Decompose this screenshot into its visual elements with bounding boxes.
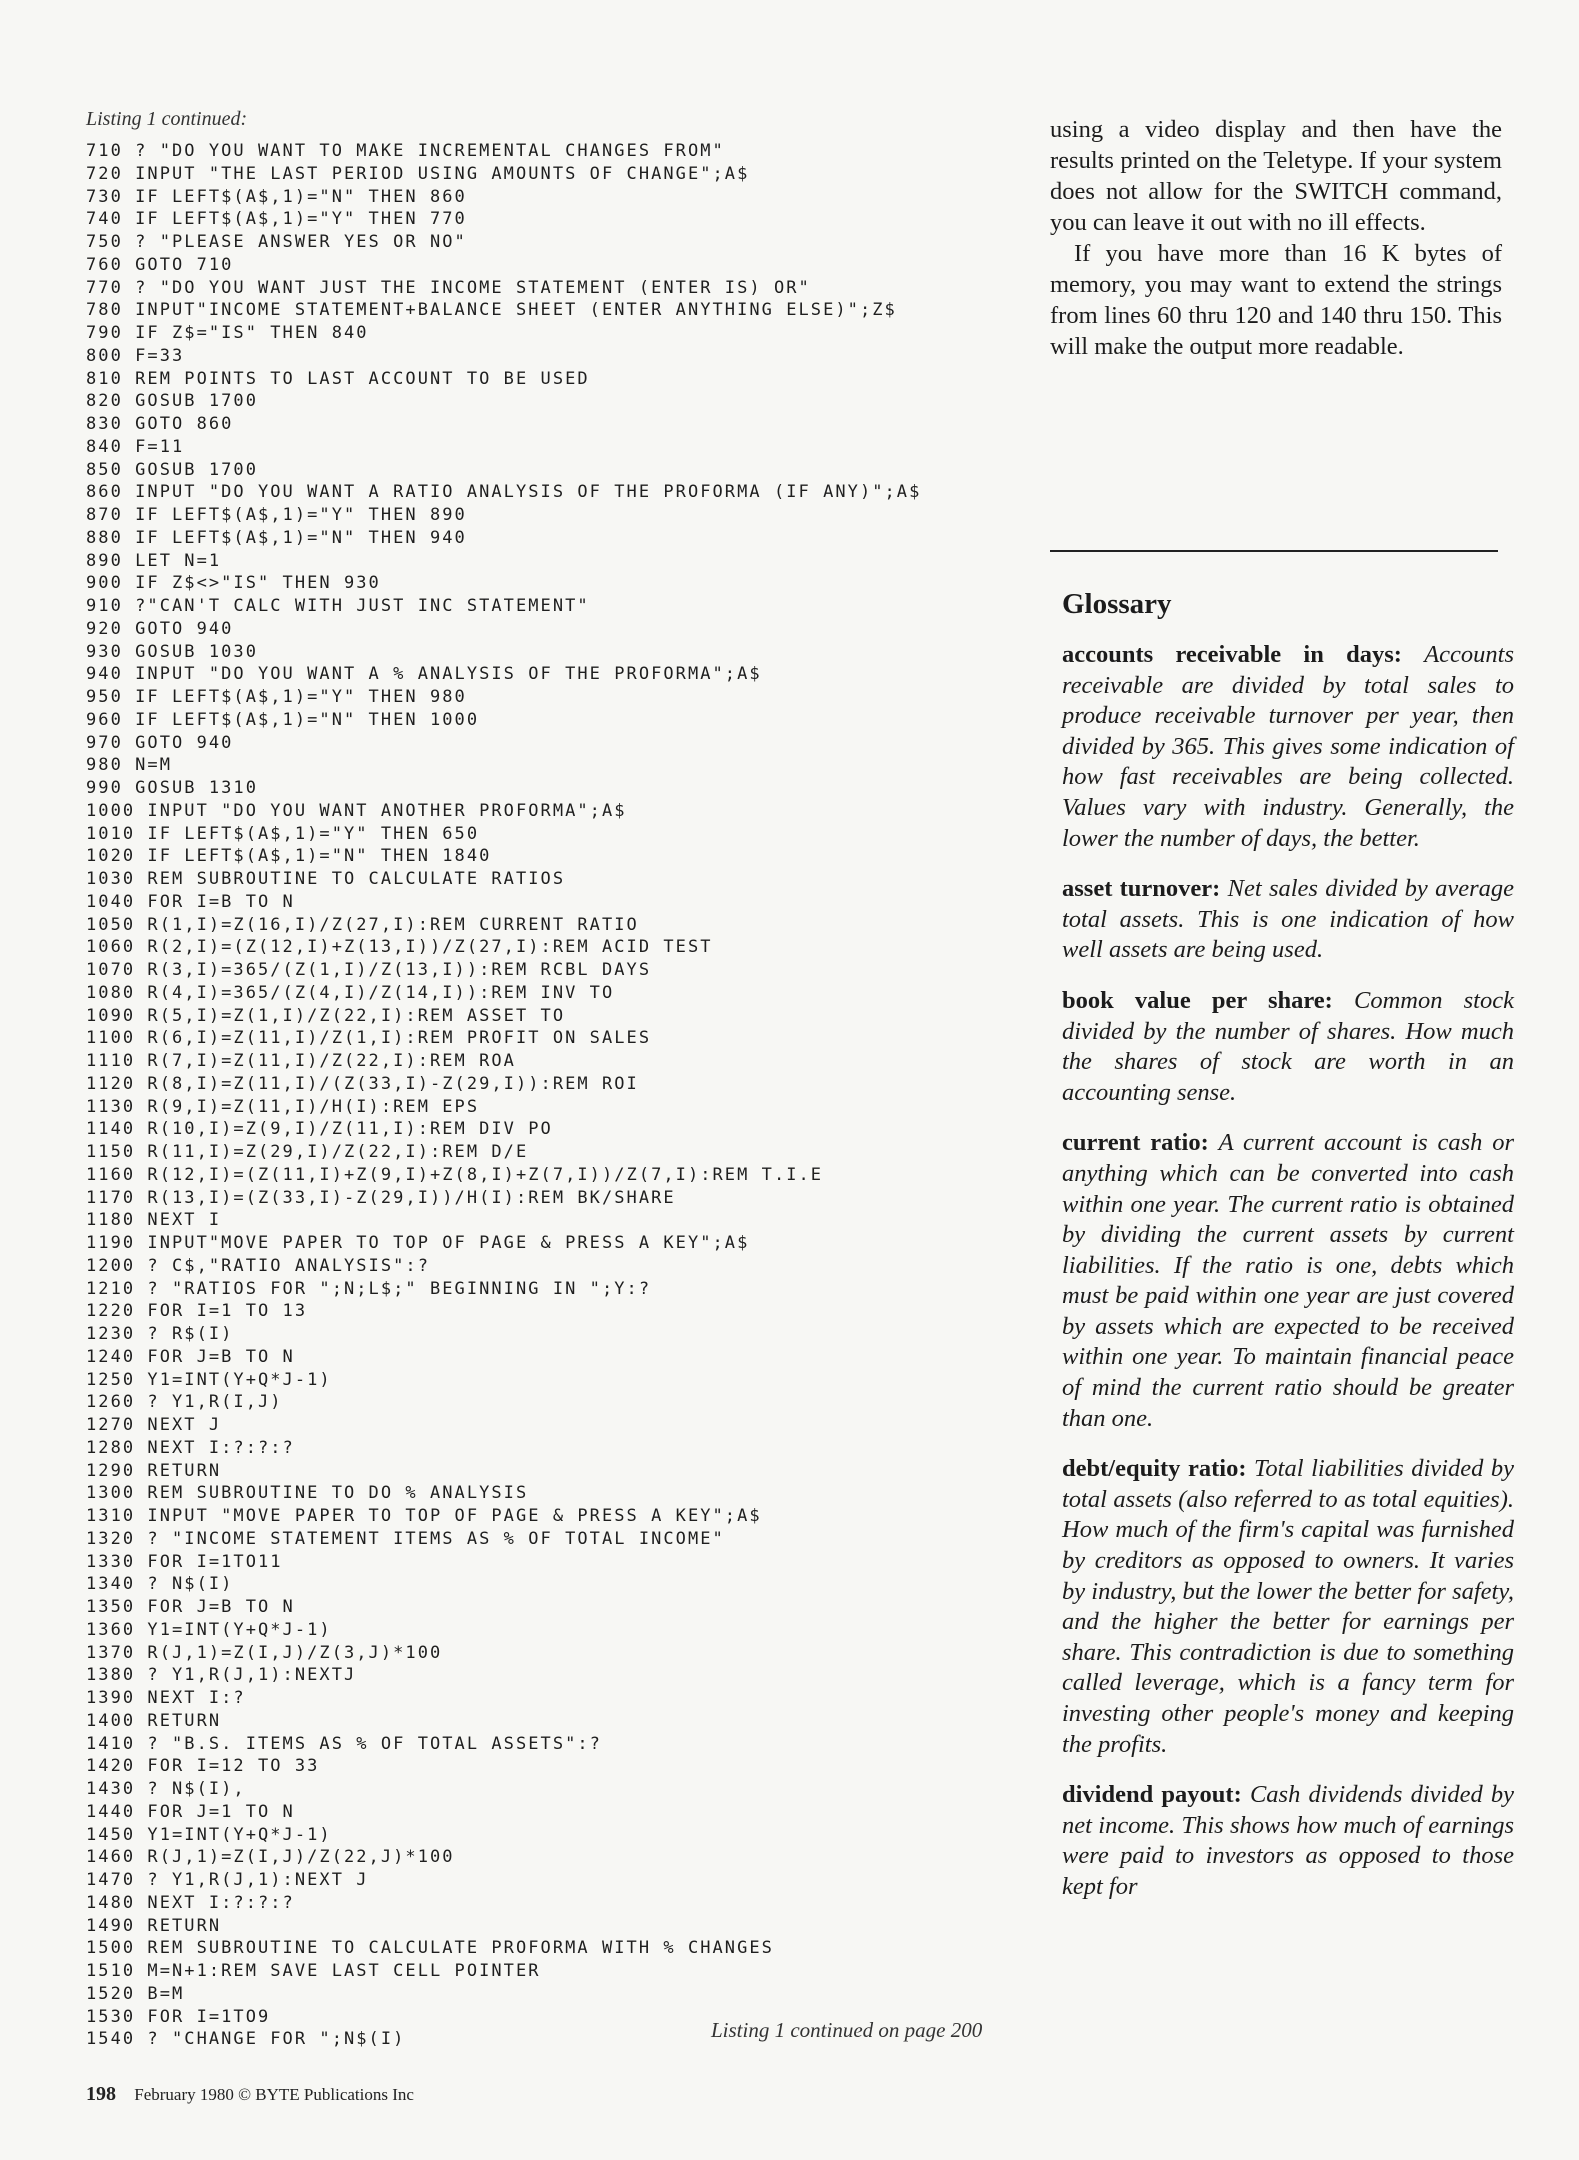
code-line: 1330 FOR I=1TO11 bbox=[86, 1551, 283, 1572]
code-line: 840 F=11 bbox=[86, 436, 185, 457]
code-line: 1100 R(6,I)=Z(11,I)/Z(1,I):REM PROFIT ON SALES bbox=[86, 1028, 652, 1049]
glossary-title: Glossary bbox=[1062, 588, 1172, 620]
code-line: 730 IF LEFT$(A$,1)="N" THEN 860 bbox=[86, 186, 467, 207]
glossary-entry bbox=[1062, 874, 1514, 966]
listing-continued-note: Listing 1 continued on page 200 bbox=[711, 2018, 983, 2042]
code-line: 850 GOSUB 1700 bbox=[86, 459, 258, 480]
issue-line: February 1980 © BYTE Publications Inc bbox=[134, 2085, 414, 2104]
glossary-definition: Accounts receivable are divided by total sales to produce receivable turnover per year, then divided by 365. This gives some indication of how fast receivables are being collected. Values vary with industry. Generally, the lower the number of days, the better. bbox=[1062, 641, 1514, 852]
glossary-term: asset turnover: bbox=[1062, 875, 1221, 903]
code-line: 1150 R(11,I)=Z(29,I)/Z(22,I):REM D/E bbox=[86, 1142, 529, 1162]
code-line: 780 INPUT"INCOME STATEMENT+BALANCE SHEET (ENTER ANYTHING ELSE)";Z$ bbox=[86, 300, 897, 321]
code-line: 1430 ? N$(I), bbox=[86, 1779, 246, 1799]
code-line: 890 LET N=1 bbox=[86, 550, 222, 571]
code-line: 800 F=33 bbox=[86, 345, 185, 366]
glossary-term: accounts receivable in days: bbox=[1062, 641, 1402, 668]
code-line: 1280 NEXT I:?:?:? bbox=[86, 1437, 295, 1458]
code-line: 990 GOSUB 1310 bbox=[86, 778, 258, 798]
glossary-definition: Net sales divided by average total assets. This is one indication of how well assets are being used. bbox=[1062, 875, 1514, 964]
code-line: 1050 R(1,I)=Z(16,I)/Z(27,I):REM CURRENT RATIO bbox=[86, 914, 639, 935]
glossary-entry bbox=[1062, 986, 1514, 1108]
code-line: 1180 NEXT I bbox=[86, 1210, 222, 1231]
code-line: 920 GOTO 940 bbox=[86, 618, 234, 639]
code-line: 860 INPUT "DO YOU WANT A RATIO ANALYSIS OF THE PROFORMA (IF ANY)";A$ bbox=[86, 482, 922, 503]
code-line: 950 IF LEFT$(A$,1)="Y" THEN 980 bbox=[86, 687, 467, 707]
code-line: 720 INPUT "THE LAST PERIOD USING AMOUNTS OF CHANGE";A$ bbox=[86, 163, 750, 184]
code-line: 1000 INPUT "DO YOU WANT ANOTHER PROFORMA";A$ bbox=[86, 800, 627, 821]
code-line: 1220 FOR I=1 TO 13 bbox=[86, 1301, 308, 1322]
glossary-term: dividend payout: bbox=[1062, 1781, 1242, 1809]
code-line: 960 IF LEFT$(A$,1)="N" THEN 1000 bbox=[86, 709, 480, 730]
code-line: 870 IF LEFT$(A$,1)="Y" THEN 890 bbox=[86, 505, 467, 525]
code-line: 1130 R(9,I)=Z(11,I)/H(I):REM EPS bbox=[86, 1096, 480, 1117]
glossary-entry bbox=[1062, 1128, 1514, 1434]
code-line: 980 N=M bbox=[86, 755, 172, 776]
code-line: 1470 ? Y1,R(J,1):NEXT J bbox=[86, 1870, 369, 1890]
code-line: 1270 NEXT J bbox=[86, 1415, 222, 1435]
code-line: 830 GOTO 860 bbox=[86, 414, 234, 434]
code-line: 1200 ? C$,"RATIO ANALYSIS":? bbox=[86, 1255, 430, 1276]
code-line: 1040 FOR I=B TO N bbox=[86, 891, 295, 912]
code-listing bbox=[86, 140, 1046, 2051]
code-line: 1450 Y1=INT(Y+Q*J-1) bbox=[86, 1824, 332, 1845]
code-line: 1360 Y1=INT(Y+Q*J-1) bbox=[86, 1619, 332, 1640]
glossary-term: debt/equity ratio: bbox=[1062, 1455, 1247, 1483]
code-line: 1510 M=N+1:REM SAVE LAST CELL POINTER bbox=[86, 1961, 541, 1981]
code-line: 810 REM POINTS TO LAST ACCOUNT TO BE USED bbox=[86, 368, 590, 389]
code-line: 790 IF Z$="IS" THEN 840 bbox=[86, 323, 369, 343]
code-line: 820 GOSUB 1700 bbox=[86, 391, 258, 412]
code-line: 1440 FOR J=1 TO N bbox=[86, 1801, 295, 1822]
code-line: 1210 ? "RATIOS FOR ";N;L$;" BEGINNING IN ";Y:? bbox=[86, 1278, 652, 1299]
code-line: 740 IF LEFT$(A$,1)="Y" THEN 770 bbox=[86, 209, 467, 230]
code-line: 1090 R(5,I)=Z(1,I)/Z(22,I):REM ASSET TO bbox=[86, 1005, 566, 1026]
code-line: 1120 R(8,I)=Z(11,I)/(Z(33,I)-Z(29,I)):REM ROI bbox=[86, 1073, 639, 1094]
code-line: 1260 ? Y1,R(I,J) bbox=[86, 1392, 283, 1413]
code-line: 1010 IF LEFT$(A$,1)="Y" THEN 650 bbox=[86, 823, 480, 844]
code-line: 1060 R(2,I)=(Z(12,I)+Z(13,I))/Z(27,I):REM ACID TEST bbox=[86, 937, 713, 958]
code-line: 1500 REM SUBROUTINE TO CALCULATE PROFORMA WITH % CHANGES bbox=[86, 1938, 774, 1959]
glossary-entry bbox=[1062, 640, 1514, 854]
code-line: 1290 RETURN bbox=[86, 1460, 222, 1481]
glossary-entry bbox=[1062, 1780, 1514, 1902]
code-line: 1350 FOR J=B TO N bbox=[86, 1597, 295, 1617]
code-line: 750 ? "PLEASE ANSWER YES OR NO" bbox=[86, 232, 467, 252]
code-line: 710 ? "DO YOU WANT TO MAKE INCREMENTAL CHANGES FROM" bbox=[86, 141, 725, 161]
code-line: 900 IF Z$<>"IS" THEN 930 bbox=[86, 573, 381, 594]
code-line: 880 IF LEFT$(A$,1)="N" THEN 940 bbox=[86, 527, 467, 548]
code-line: 1110 R(7,I)=Z(11,I)/Z(22,I):REM ROA bbox=[86, 1051, 516, 1071]
code-line: 1190 INPUT"MOVE PAPER TO TOP OF PAGE & PRESS A KEY";A$ bbox=[86, 1233, 750, 1253]
code-line: 1160 R(12,I)=(Z(11,I)+Z(9,I)+Z(8,I)+Z(7,I))/Z(7,I):REM T.I.E bbox=[86, 1164, 824, 1185]
code-line: 1300 REM SUBROUTINE TO DO % ANALYSIS bbox=[86, 1483, 529, 1504]
code-line: 1230 ? R$(I) bbox=[86, 1324, 234, 1344]
body-paragraph: If you have more than 16 K bytes of memory, you may want to extend the strings from lines 60 thru 120 and 140 thru 150. This will make the output more readable. bbox=[1050, 240, 1502, 360]
code-line: 1030 REM SUBROUTINE TO CALCULATE RATIOS bbox=[86, 869, 566, 889]
code-line: 770 ? "DO YOU WANT JUST THE INCOME STATEMENT (ENTER IS) OR" bbox=[86, 277, 811, 298]
glossary-entry bbox=[1062, 1454, 1514, 1760]
listing-caption: Listing 1 continued: bbox=[86, 108, 248, 130]
code-line: 1250 Y1=INT(Y+Q*J-1) bbox=[86, 1369, 332, 1390]
code-line: 1170 R(13,I)=(Z(33,I)-Z(29,I))/H(I):REM BK/SHARE bbox=[86, 1187, 676, 1208]
code-line: 1240 FOR J=B TO N bbox=[86, 1346, 295, 1367]
glossary-term: book value per share: bbox=[1062, 986, 1333, 1014]
code-line: 1460 R(J,1)=Z(I,J)/Z(22,J)*100 bbox=[86, 1847, 455, 1868]
code-line: 1310 INPUT "MOVE PAPER TO TOP OF PAGE & PRESS A KEY";A$ bbox=[86, 1506, 762, 1526]
code-line: 940 INPUT "DO YOU WANT A % ANALYSIS OF THE PROFORMA";A$ bbox=[86, 664, 762, 685]
code-line: 1080 R(4,I)=365/(Z(4,I)/Z(14,I)):REM INV TO bbox=[86, 982, 615, 1003]
glossary-definition: Cash dividends divided by net income. This shows how much of earnings were paid to investors as opposed to those kept for bbox=[1062, 1781, 1514, 1900]
code-line: 1400 RETURN bbox=[86, 1710, 222, 1731]
code-line: 1420 FOR I=12 TO 33 bbox=[86, 1756, 320, 1777]
code-line: 1140 R(10,I)=Z(9,I)/Z(11,I):REM DIV PO bbox=[86, 1119, 553, 1140]
code-line: 970 GOTO 940 bbox=[86, 732, 234, 753]
article-body bbox=[1050, 114, 1502, 362]
glossary-term: current ratio: bbox=[1062, 1129, 1209, 1157]
code-line: 1490 RETURN bbox=[86, 1915, 222, 1936]
code-line: 1320 ? "INCOME STATEMENT ITEMS AS % OF TOTAL INCOME" bbox=[86, 1528, 725, 1549]
code-line: 1370 R(J,1)=Z(I,J)/Z(3,J)*100 bbox=[86, 1642, 443, 1663]
page-number: 198 bbox=[86, 2083, 116, 2105]
glossary-definition: Common stock divided by the number of shares. How much the shares of stock are worth in an accounting sense. bbox=[1062, 986, 1514, 1106]
code-line: 760 GOTO 710 bbox=[86, 254, 234, 275]
code-line: 1020 IF LEFT$(A$,1)="N" THEN 1840 bbox=[86, 846, 492, 867]
glossary-list bbox=[1062, 640, 1514, 1923]
code-line: 1540 ? "CHANGE FOR ";N$(I) bbox=[86, 2029, 406, 2050]
code-line: 1390 NEXT I:? bbox=[86, 1688, 246, 1708]
glossary-definition: A current account is cash or anything which can be converted into cash within one year. The current ratio is obtained by dividing the current assets by current liabilities. If the ratio is one, debts which must be paid within one year are just covered by assets which are expected to be received within one year. To maintain financial peace of mind the current ratio should be greater than one. bbox=[1062, 1129, 1515, 1432]
code-line: 1340 ? N$(I) bbox=[86, 1574, 234, 1595]
code-line: 930 GOSUB 1030 bbox=[86, 641, 258, 662]
code-line: 1380 ? Y1,R(J,1):NEXTJ bbox=[86, 1665, 357, 1686]
code-line: 1480 NEXT I:?:?:? bbox=[86, 1892, 295, 1913]
code-line: 1070 R(3,I)=365/(Z(1,I)/Z(13,I)):REM RCBL DAYS bbox=[86, 960, 652, 980]
page-footer bbox=[86, 2083, 414, 2106]
code-line: 1530 FOR I=1TO9 bbox=[86, 2006, 271, 2027]
code-line: 1410 ? "B.S. ITEMS AS % OF TOTAL ASSETS":? bbox=[86, 1733, 602, 1754]
code-line: 1520 B=M bbox=[86, 1983, 185, 2004]
code-line: 910 ?"CAN'T CALC WITH JUST INC STATEMENT" bbox=[86, 596, 590, 616]
body-paragraph: using a video display and then have the results printed on the Teletype. If your system does not allow for the SWITCH command, you can leave it out with no ill effects. bbox=[1050, 116, 1502, 236]
glossary-definition: Total liabilities divided by total assets (also referred to as total equities). How much of the firm's capital was furnished by creditors as opposed to owners. It varies by industry, but the lower the better for safety, and the higher the better for earnings per share. This contradiction is due to something called leverage, which is a fancy term for investing other people's money and keeping the profits. bbox=[1062, 1455, 1514, 1758]
